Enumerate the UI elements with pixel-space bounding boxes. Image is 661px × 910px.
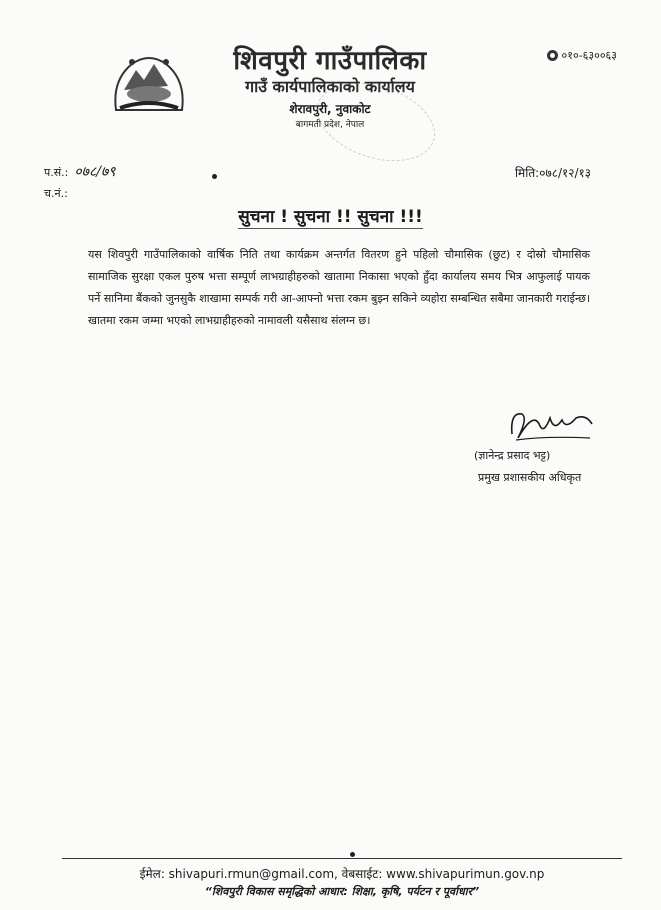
scan-speck	[350, 852, 355, 857]
footer-slogan: “शिवपुरी विकास समृद्धिको आधार: शिक्षा, कृषि, पर्यटन र पूर्वाधार”	[204, 885, 480, 898]
ps-value: ०७८/७९	[74, 164, 116, 180]
signature-mark	[506, 404, 596, 448]
office-location: शेरावपुरी, नुवाकोट	[289, 102, 371, 116]
signatory-name: (ज्ञानेन्द्र प्रसाद भट्ट)	[474, 449, 551, 462]
signatory-designation: प्रमुख प्रशासकीय अधिकृत	[478, 471, 582, 484]
phone-number	[547, 48, 617, 63]
office-name: गाउँ कार्यपालिकाको कार्यालय	[245, 77, 415, 96]
province-name: बागमती प्रदेश, नेपाल	[295, 120, 365, 130]
ps-label: प.सं.:	[44, 166, 69, 179]
phone-text: ०१०-६३००६३	[561, 49, 617, 62]
phone-icon	[547, 50, 558, 61]
footer-contact: ईमेल: shivapuri.rmun@gmail.com, वेबसाईट: www.shivapurimun.gov.np	[139, 867, 545, 881]
municipality-name: शिवपुरी गाउँपालिका	[233, 46, 427, 76]
cn-label: च.नं.:	[44, 187, 68, 200]
notice-title	[0, 204, 661, 227]
dispatch-number	[44, 186, 68, 201]
scan-speck	[212, 174, 217, 179]
notice-title-text: सुचना ! सुचना !! सुचना !!!	[238, 207, 423, 227]
footer	[62, 866, 622, 900]
notice-body: यस शिवपुरी गाउँपालिकाको वार्षिक निति तथा कार्यक्रम अन्तर्गत वितरण हुने पहिलो चौमासिक (छुट) र दोस्रो चौमासिक सामाजिक सुरक्षा एकल पुरुष भत्ता सम्पूर्ण लाभग्राहीहरुको खातामा निकासा भएको हुँदा कार्यालय समय भित्र आफुलाई पायक पर्ने सानिमा बैंकको जुनसुकै शाखामा सम्पर्क गरी आ-आफ्नो भत्ता रकम बुझ्न सकिने व्यहोरा सम्बन्धित सबैमा जानकारी गराईन्छ।खातमा रकम जम्मा भएको लाभग्राहीहरुको नामावली यसैसाथ संलग्न छ।	[88, 248, 590, 327]
footer-divider	[62, 858, 622, 859]
nepal-emblem-logo	[110, 50, 188, 114]
letter-date: मिति:०७८/१२/१३	[514, 166, 591, 180]
reference-number	[44, 162, 116, 181]
